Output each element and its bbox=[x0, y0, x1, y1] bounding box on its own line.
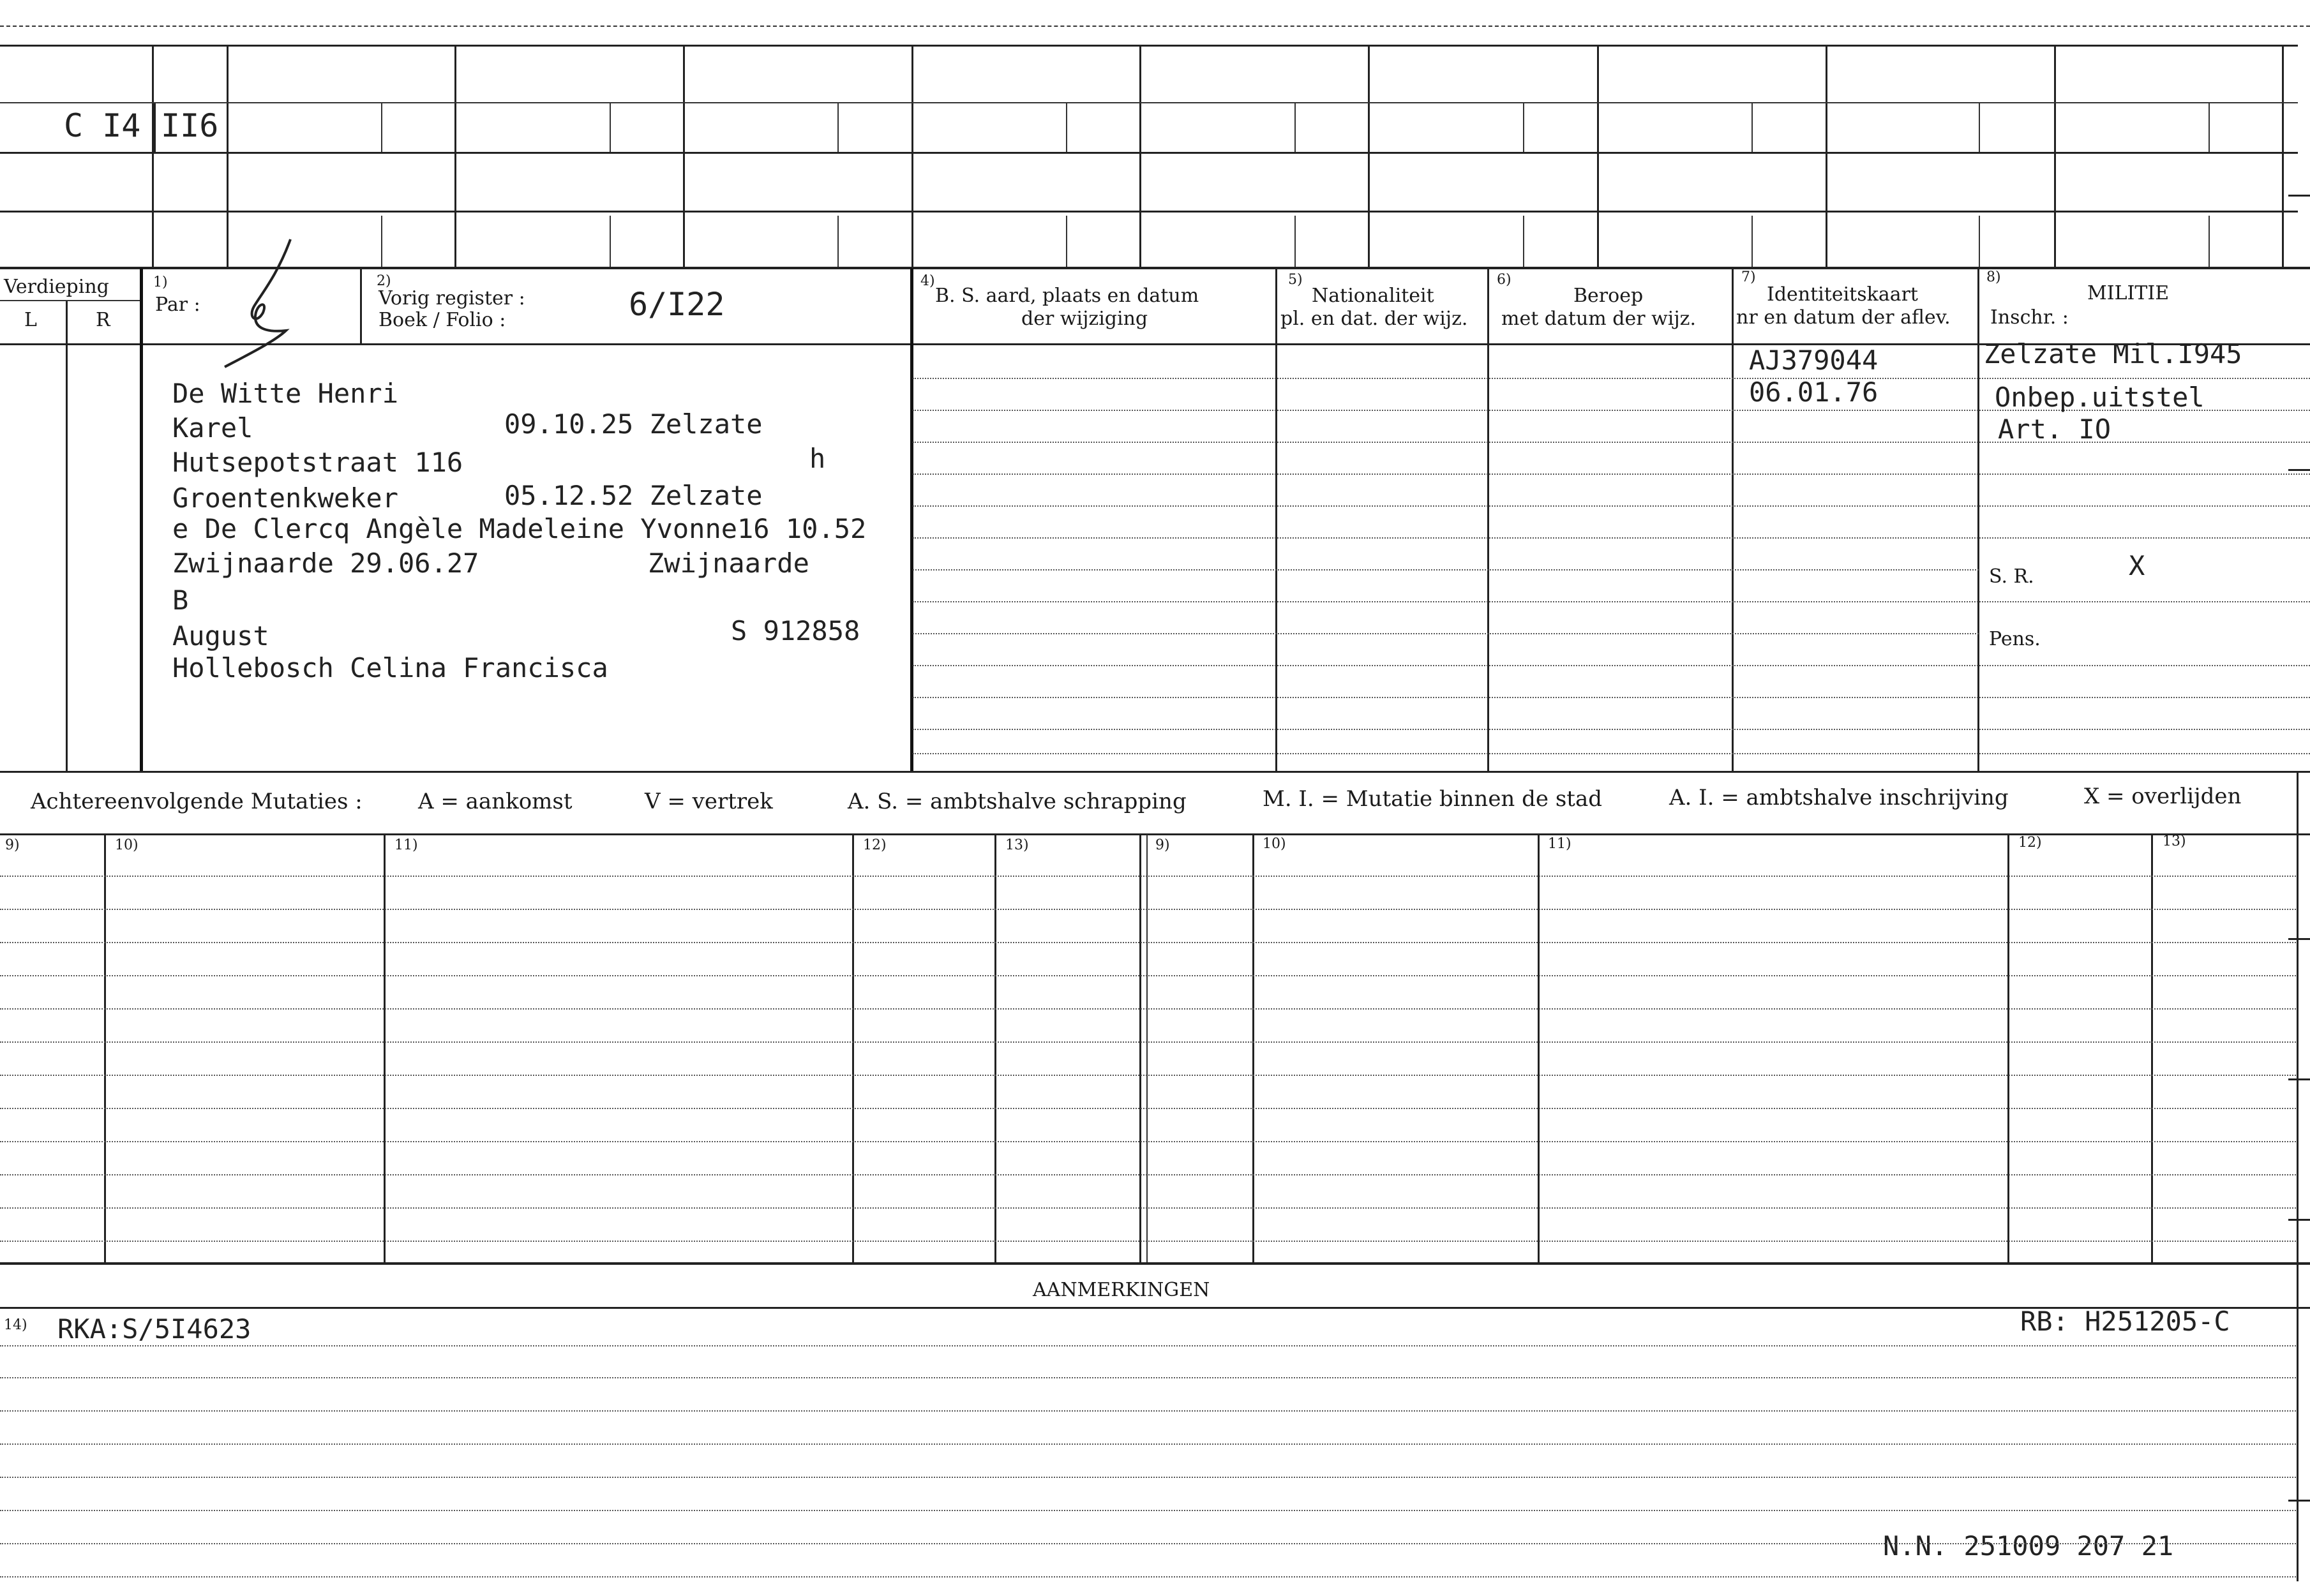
mutation-mi: M. I. = Mutatie binnen de stad bbox=[1263, 786, 1602, 812]
field-14-number: 14) bbox=[4, 1317, 27, 1333]
mut-col-12: 12) bbox=[863, 837, 887, 853]
beroep-header-line1: Beroep bbox=[1573, 285, 1644, 307]
bs-header-line2: der wijziging bbox=[1021, 308, 1148, 330]
index-number: II6 bbox=[161, 107, 219, 144]
rka-reference: RKA:S/5I4623 bbox=[57, 1313, 251, 1345]
mutation-as: A. S. = ambtshalve schrapping bbox=[848, 789, 1187, 814]
inschr-label: Inschr. : bbox=[1990, 306, 2069, 329]
person-spouse: e De Clercq Angèle Madeleine Yvonne16 10.52 bbox=[172, 513, 867, 544]
par-label: Par : bbox=[155, 294, 200, 316]
beroep-header-line2: met datum der wijz. bbox=[1501, 308, 1696, 330]
person-address: Hutsepotstraat 116 bbox=[172, 447, 463, 478]
person-birth: 09.10.25 Zelzate bbox=[504, 408, 763, 440]
verdieping-r-label: R bbox=[96, 309, 110, 331]
militie-status: Onbep.uitstel bbox=[1995, 382, 2205, 413]
field-7-number: 7) bbox=[1741, 269, 1756, 285]
mutation-v: V = vertrek bbox=[645, 789, 773, 814]
mutations-label: Achtereenvolgende Mutaties : bbox=[31, 789, 363, 814]
vorig-register-value: 6/I22 bbox=[629, 286, 725, 323]
mutation-ai: A. I. = ambtshalve inschrijving bbox=[1669, 785, 2009, 810]
person-household-mark: h bbox=[809, 443, 826, 474]
verdieping-label: Verdieping bbox=[4, 276, 109, 298]
identiteitskaart-header-line1: Identiteitskaart bbox=[1767, 283, 1918, 306]
mut-col-11b: 11) bbox=[1548, 836, 1571, 852]
person-second-name: Karel bbox=[172, 412, 253, 444]
person-spouse-place: Zwijnaarde bbox=[648, 548, 809, 579]
person-letter-b: B bbox=[172, 585, 189, 616]
person-spouse-birth: Zwijnaarde 29.06.27 bbox=[172, 548, 479, 579]
identity-card-date: 06.01.76 bbox=[1749, 377, 1879, 408]
mut-col-10b: 10) bbox=[1263, 836, 1286, 852]
field-4-number: 4) bbox=[920, 273, 935, 289]
sr-label: S. R. bbox=[1989, 565, 2034, 588]
nationaliteit-header-line1: Nationaliteit bbox=[1312, 285, 1434, 307]
mutation-a: A = aankomst bbox=[418, 789, 573, 814]
field-1-number: 1) bbox=[153, 274, 168, 290]
nationaliteit-header-line2: pl. en dat. der wijz. bbox=[1280, 308, 1468, 330]
mut-col-12b: 12) bbox=[2018, 835, 2042, 851]
initials-signature bbox=[217, 236, 306, 370]
field-5-number: 5) bbox=[1288, 272, 1303, 288]
mut-col-10: 10) bbox=[115, 837, 139, 853]
field-8-number: 8) bbox=[1986, 269, 2001, 285]
militie-header: MILITIE bbox=[2087, 282, 2170, 304]
boek-folio-label: Boek / Folio : bbox=[379, 309, 506, 331]
national-number: N.N. 251009 207 21 bbox=[1883, 1530, 2174, 1562]
militie-article: Art. IO bbox=[1998, 414, 2111, 445]
field-2-number: 2) bbox=[377, 273, 391, 289]
field-6-number: 6) bbox=[1497, 272, 1511, 288]
mut-col-13: 13) bbox=[1005, 837, 1029, 853]
person-profession: Groentenkweker bbox=[172, 482, 399, 514]
mut-col-9b: 9) bbox=[1155, 837, 1170, 853]
rb-reference: RB: H251205-C bbox=[2020, 1306, 2230, 1337]
mut-col-11: 11) bbox=[394, 837, 418, 853]
remarks-title: AANMERKINGEN bbox=[1033, 1279, 1210, 1301]
vorig-register-label: Vorig register : bbox=[379, 287, 525, 310]
sr-value: X bbox=[2129, 550, 2145, 581]
person-mother: Hollebosch Celina Francisca bbox=[172, 652, 608, 683]
person-marriage-date: 05.12.52 Zelzate bbox=[504, 480, 763, 511]
index-code: C I4 bbox=[64, 107, 141, 144]
identiteitskaart-header-line2: nr en datum der aflev. bbox=[1736, 306, 1951, 329]
militie-inscription: Zelzate Mil.I945 bbox=[1984, 338, 2242, 369]
bs-header-line1: B. S. aard, plaats en datum bbox=[935, 285, 1199, 307]
person-father: August bbox=[172, 620, 269, 652]
verdieping-l-label: L bbox=[24, 309, 37, 331]
pens-label: Pens. bbox=[1989, 628, 2041, 650]
mut-col-13b: 13) bbox=[2163, 833, 2186, 849]
person-name: De Witte Henri bbox=[172, 378, 399, 409]
identity-card-number: AJ379044 bbox=[1749, 345, 1879, 376]
mutation-x: X = overlijden bbox=[2084, 784, 2242, 809]
mut-col-9: 9) bbox=[5, 837, 20, 853]
person-s-number: S 912858 bbox=[731, 615, 860, 646]
